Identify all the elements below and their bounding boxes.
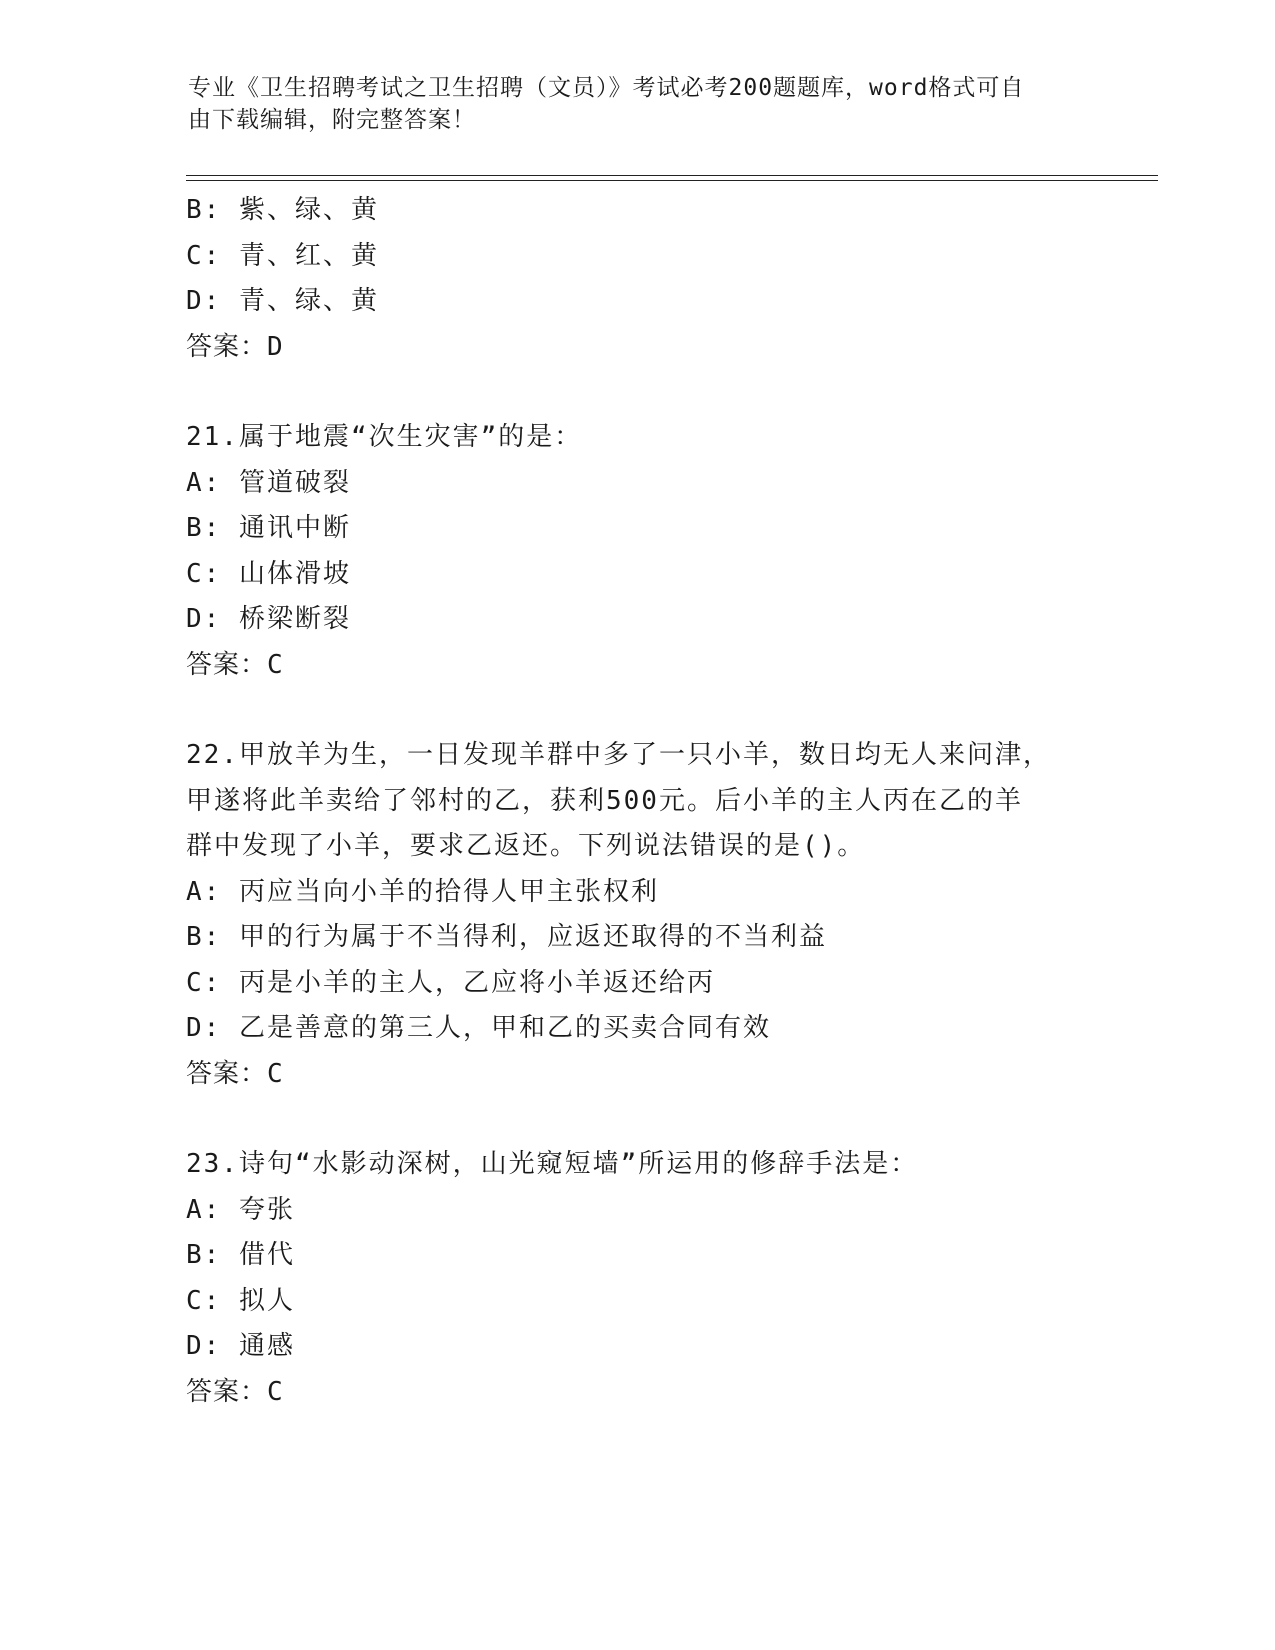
question-text-line-3: 群中发现了小羊，要求乙返还。下列说法错误的是()。 bbox=[186, 831, 866, 861]
answer-line: 答案：C bbox=[186, 649, 284, 680]
option-c: C: 山体滑坡 bbox=[186, 558, 351, 589]
header-line-1: 专业《卫生招聘考试之卫生招聘（文员）》考试必考200题题库，word格式可自 bbox=[188, 75, 1025, 101]
question-text: 23.诗句“水影动深树，山光窥短墙”所运用的修辞手法是： bbox=[186, 1149, 919, 1179]
question-text-line-1: 22.甲放羊为生，一日发现羊群中多了一只小羊，数日均无人来问津， bbox=[186, 740, 1051, 770]
option-d: D: 通感 bbox=[186, 1331, 295, 1361]
option-d: D: 青、绿、黄 bbox=[186, 286, 379, 316]
answer-line: 答案：C bbox=[186, 1058, 284, 1089]
option-d: D: 乙是善意的第三人，甲和乙的买卖合同有效 bbox=[186, 1013, 771, 1043]
option-a: A: 管道破裂 bbox=[186, 467, 351, 498]
question-block-21 bbox=[186, 415, 1086, 688]
header-rule-top bbox=[186, 175, 1158, 176]
option-d: D: 桥梁断裂 bbox=[186, 604, 351, 634]
question-block-20 bbox=[186, 188, 1086, 370]
header-line-2: 由下载编辑，附完整答案！ bbox=[188, 107, 476, 133]
answer-line: 答案：C bbox=[186, 1376, 284, 1407]
option-b: B: 紫、绿、黄 bbox=[186, 195, 379, 225]
option-a: A: 夸张 bbox=[186, 1194, 295, 1225]
question-block-22 bbox=[186, 733, 1086, 1097]
answer-line: 答案：D bbox=[186, 331, 284, 362]
option-c: C: 青、红、黄 bbox=[186, 240, 379, 271]
option-b: B: 借代 bbox=[186, 1240, 295, 1270]
header-rule-bottom bbox=[186, 180, 1158, 181]
option-c: C: 丙是小羊的主人，乙应将小羊返还给丙 bbox=[186, 967, 715, 998]
question-text: 21.属于地震“次生灾害”的是： bbox=[186, 422, 583, 452]
option-b: B: 甲的行为属于不当得利，应返还取得的不当利益 bbox=[186, 922, 827, 952]
option-c: C: 拟人 bbox=[186, 1285, 295, 1316]
document-header bbox=[188, 72, 1068, 136]
question-text-line-2: 甲遂将此羊卖给了邻村的乙，获利500元。后小羊的主人丙在乙的羊 bbox=[186, 785, 1023, 816]
question-list bbox=[186, 188, 1086, 1415]
question-block-23 bbox=[186, 1142, 1086, 1415]
option-b: B: 通讯中断 bbox=[186, 513, 351, 543]
option-a: A: 丙应当向小羊的拾得人甲主张权利 bbox=[186, 876, 659, 907]
